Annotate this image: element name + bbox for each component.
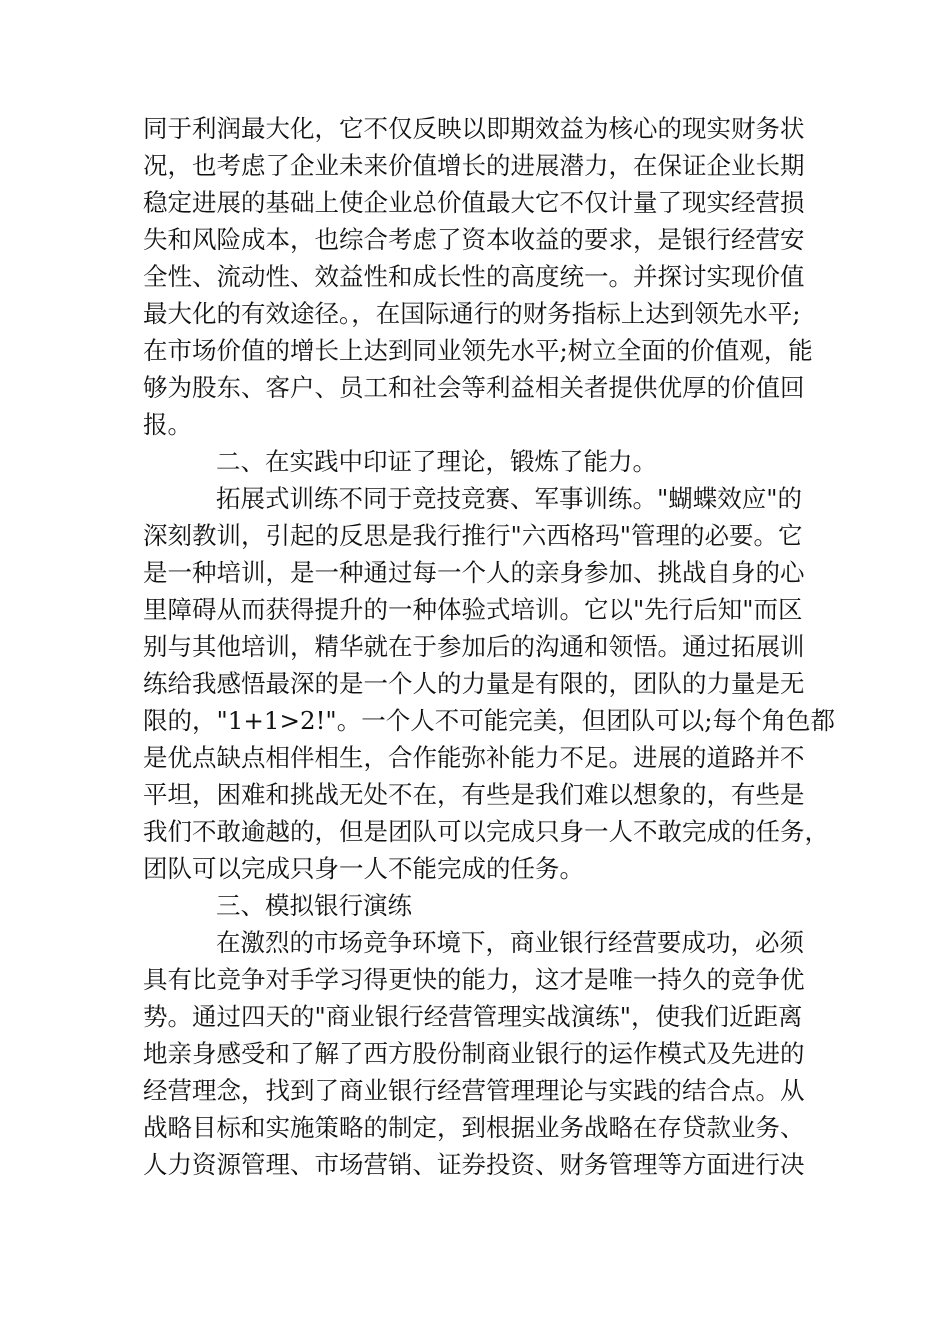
text-line: 势。通过四天的"商业银行经营管理实战演练"，使我们近距离 — [143, 1002, 803, 1031]
text-line: 具有比竞争对手学习得更快的能力，这才是唯一持久的竞争优 — [143, 965, 805, 994]
text-line: 同于利润最大化，它不仅反映以即期效益为核心的现实财务状 — [143, 114, 805, 143]
text-line: 失和风险成本，也综合考虑了资本收益的要求，是银行经营安 — [143, 225, 805, 254]
text-line: 练给我感悟最深的是一个人的力量是有限的，团队的力量是无 — [143, 669, 805, 698]
text-line: 在市场价值的增长上达到同业领先水平;树立全面的价值观，能 — [143, 336, 813, 365]
text-line: 别与其他培训，精华就在于参加后的沟通和领悟。通过拓展训 — [143, 632, 805, 661]
text-line: 深刻教训，引起的反思是我行推行"六西格玛"管理的必要。它 — [143, 521, 803, 550]
text-line: 地亲身感受和了解了西方股份制商业银行的运作模式及先进的 — [143, 1039, 805, 1068]
document-body — [143, 110, 835, 1183]
text-line: 我们不敢逾越的，但是团队可以完成只身一人不敢完成的任务， — [143, 817, 829, 846]
text-line: 人力资源管理、市场营销、证券投资、财务管理等方面进行决 — [143, 1150, 805, 1179]
paragraph-start-line: 拓展式训练不同于竞技竞赛、军事训练。"蝴蝶效应"的 — [216, 484, 803, 513]
text-line: 战略目标和实施策略的制定，到根据业务战略在存贷款业务、 — [143, 1113, 805, 1142]
text-line: 全性、流动性、效益性和成长性的高度统一。并探讨实现价值 — [143, 262, 805, 291]
text-line: 况，也考虑了企业未来价值增长的进展潜力，在保证企业长期 — [143, 151, 805, 180]
paragraph-start-line: 在激烈的市场竞争环境下，商业银行经营要成功，必须 — [216, 928, 804, 957]
text-line: 里障碍从而获得提升的一种体验式培训。它以"先行后知"而区 — [143, 595, 803, 624]
text-line: 是一种培训，是一种通过每一个人的亲身参加、挑战自身的心 — [143, 558, 805, 587]
text-line: 稳定进展的基础上使企业总价值最大它不仅计量了现实经营损 — [143, 188, 805, 217]
text-line: 是优点缺点相伴相生，合作能弥补能力不足。进展的道路并不 — [143, 743, 805, 772]
text-line: 团队可以完成只身一人不能完成的任务。 — [143, 854, 584, 883]
paragraph-start-line: 三、模拟银行演练 — [216, 891, 412, 920]
text-line: 平坦，困难和挑战无处不在，有些是我们难以想象的，有些是 — [143, 780, 805, 809]
text-line: 够为股东、客户、员工和社会等利益相关者提供优厚的价值回 — [143, 373, 805, 402]
text-line: 最大化的有效途径。，在国际通行的财务指标上达到领先水平; — [143, 299, 801, 328]
text-line: 报。 — [143, 410, 192, 439]
text-line: 限的，"1+1>2!"。一个人不可能完美，但团队可以;每个角色都 — [143, 706, 835, 735]
text-line: 经营理念，找到了商业银行经营管理理论与实践的结合点。从 — [143, 1076, 805, 1105]
paragraph-start-line: 二、在实践中印证了理论，锻炼了能力。 — [216, 447, 657, 476]
